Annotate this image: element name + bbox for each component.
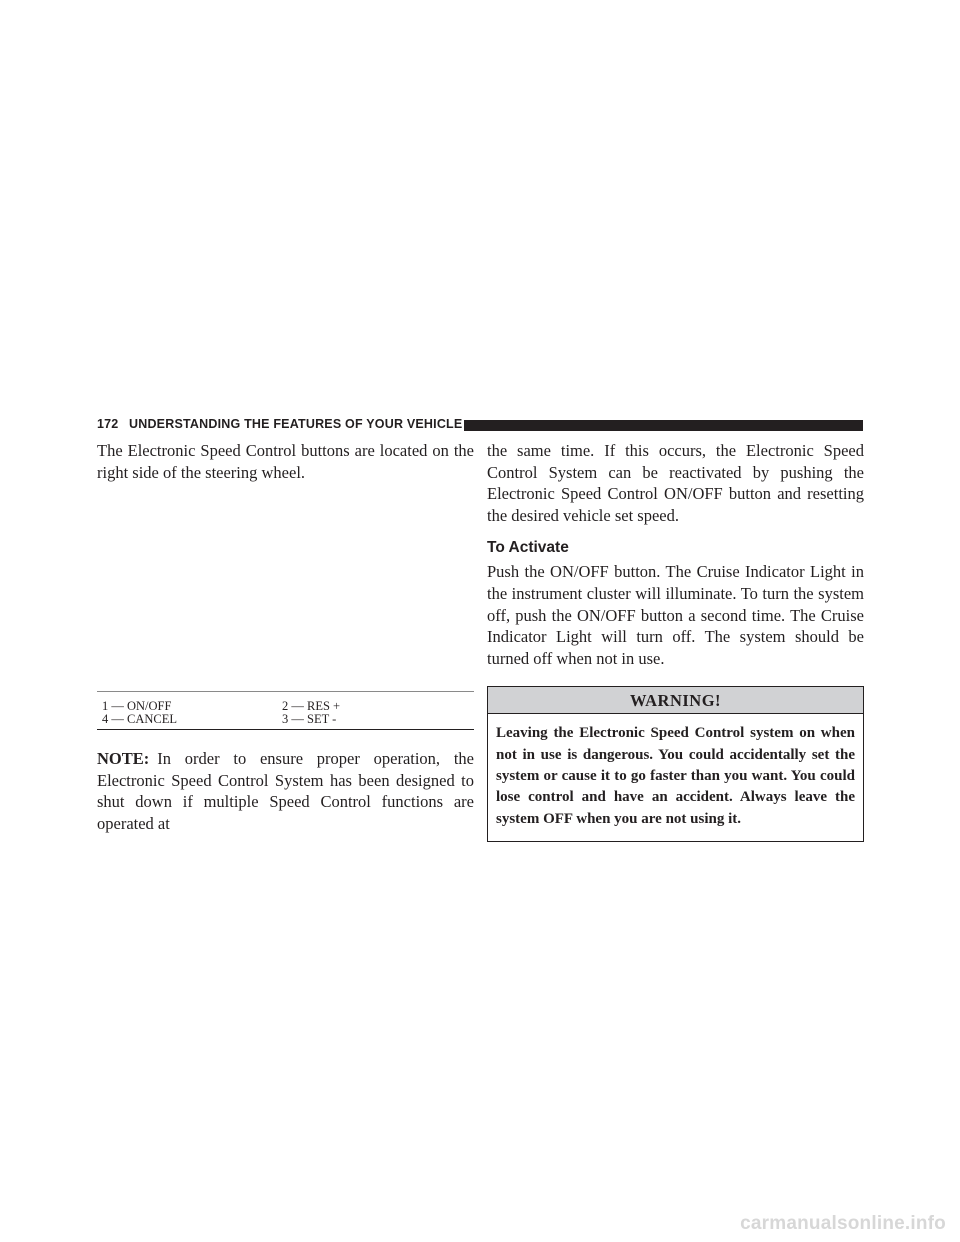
warning-title: WARNING! <box>488 687 863 714</box>
header-bar <box>464 420 863 431</box>
page-header <box>97 415 863 435</box>
caption-item: 4 — CANCEL <box>102 712 177 727</box>
page-number: 172 <box>97 417 119 431</box>
caption-rule-bottom <box>97 729 474 730</box>
note-label: NOTE: <box>97 749 150 769</box>
left-column <box>97 440 474 835</box>
section-heading: To Activate <box>487 539 569 557</box>
note-paragraph <box>97 748 474 834</box>
warning-box <box>487 686 864 841</box>
intro-paragraph: The Electronic Speed Control buttons are located on the right side of the steering wheel. <box>97 441 474 482</box>
continuation-paragraph: the same time. If this occurs, the Electronic Speed Control System can be reactivated by pushing the Electronic Speed Control ON/OFF button and resetting the desired vehicle set speed. <box>487 441 864 525</box>
caption-item: 3 — SET - <box>282 712 337 727</box>
warning-text: Leaving the Electronic Speed Control system on when not in use is dangerous. You could accidentally set the system or cause it to go faster than you want. You could lose control and have an accident. Always leave the system OFF when you are not using it. <box>496 725 855 827</box>
figure-captions <box>97 692 474 729</box>
section-title: UNDERSTANDING THE FEATURES OF YOUR VEHICLE <box>129 417 463 431</box>
activate-paragraph: Push the ON/OFF button. The Cruise Indicator Light in the instrument cluster will illuminate. To turn the system off, push the ON/OFF button a second time. The Cruise Indicator Light will turn off. The system should be turned off when not in use. <box>487 562 864 668</box>
figure-area <box>97 483 474 691</box>
caption-item: 1 — ON/OFF <box>102 699 172 714</box>
caption-item: 2 — RES + <box>282 699 341 714</box>
watermark: carmanualsonline.info <box>740 1213 946 1234</box>
right-column <box>487 440 864 842</box>
note-text: In order to ensure proper operation, the Electronic Speed Control System has been designed to shut down if multiple Speed Control functions are operated at <box>97 749 474 833</box>
